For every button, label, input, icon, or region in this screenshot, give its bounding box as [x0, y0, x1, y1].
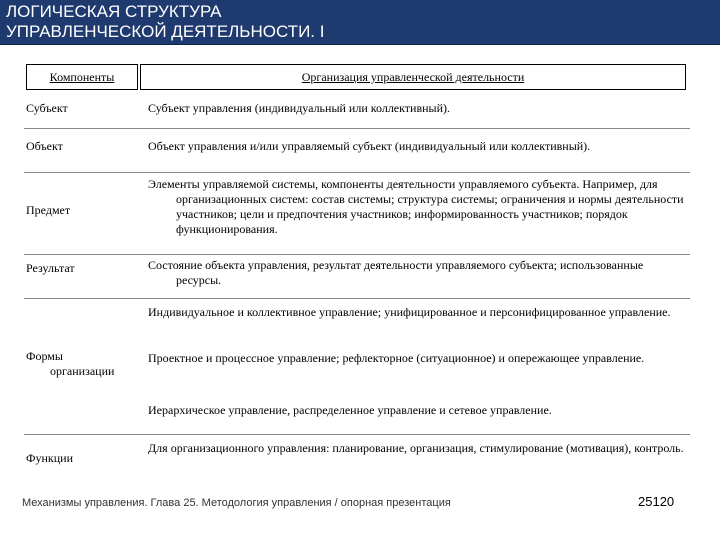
- row-label-line-2: организации: [50, 364, 115, 378]
- row-description-2: [148, 351, 688, 366]
- page-title-line-2: УПРАВЛЕНЧЕСКОЙ ДЕЯТЕЛЬНОСТИ. I: [6, 22, 325, 41]
- row-label: Предмет: [26, 203, 71, 217]
- table-row-forms: [24, 298, 690, 435]
- table-row-result: [24, 254, 690, 295]
- row-label-line-1: Формы: [26, 349, 63, 363]
- table-header-row: [0, 64, 720, 90]
- page-title-line-1: ЛОГИЧЕСКАЯ СТРУКТУРА: [6, 2, 222, 21]
- row-description: Объект управления и/или управляемый субъект (индивидуальный или коллективный).: [148, 139, 591, 153]
- row-description: Субъект управления (индивидуальный или коллективный).: [148, 101, 451, 115]
- row-description: [148, 258, 688, 288]
- row-label: Субъект: [26, 101, 68, 115]
- table-row-subject-matter: [24, 172, 690, 251]
- row-description-text: Проектное и процессное управление; рефлекторное (ситуационное) и опережающее управление.: [148, 351, 645, 365]
- column-header-organization: Организация управленческой деятельности: [140, 64, 686, 90]
- footer-caption: Механизмы управления. Глава 25. Методология управления / опорная презентация: [22, 497, 451, 509]
- title-bar: [0, 0, 720, 45]
- row-label: [26, 349, 114, 379]
- row-description-text: Для организационного управления: планирование, организация, стимулирование (мотивация), контроль.: [148, 441, 684, 455]
- page-number: 25120: [638, 494, 675, 509]
- table-row-object: [24, 128, 690, 169]
- row-description-text: Состояние объекта управления, результат деятельности управляемого субъекта; использованные ресурсы.: [148, 258, 644, 287]
- row-description-3: Иерархическое управление, распределенное управление и сетевое управление.: [148, 403, 552, 417]
- row-label: Результат: [26, 261, 75, 275]
- table-row-subject: [24, 96, 690, 124]
- row-description-text: Индивидуальное и коллективное управление; унифицированное и персонифицированное управление.: [148, 305, 671, 319]
- table-row-functions: [24, 434, 690, 481]
- row-description: [148, 177, 688, 237]
- row-description: [148, 441, 688, 456]
- row-description-1: [148, 305, 688, 320]
- row-label: Функции: [26, 451, 73, 465]
- row-label: Объект: [26, 139, 63, 153]
- page-title: [6, 2, 324, 42]
- column-header-components: Компоненты: [26, 64, 138, 90]
- row-description-text: Элементы управляемой системы, компоненты деятельности управляемого субъекта. Например, для организационных систем: состав системы; структура системы; ограничения и нормы деятельности участников; цели и предпочтения участников; информированность участников; порядок функционирования.: [148, 177, 684, 236]
